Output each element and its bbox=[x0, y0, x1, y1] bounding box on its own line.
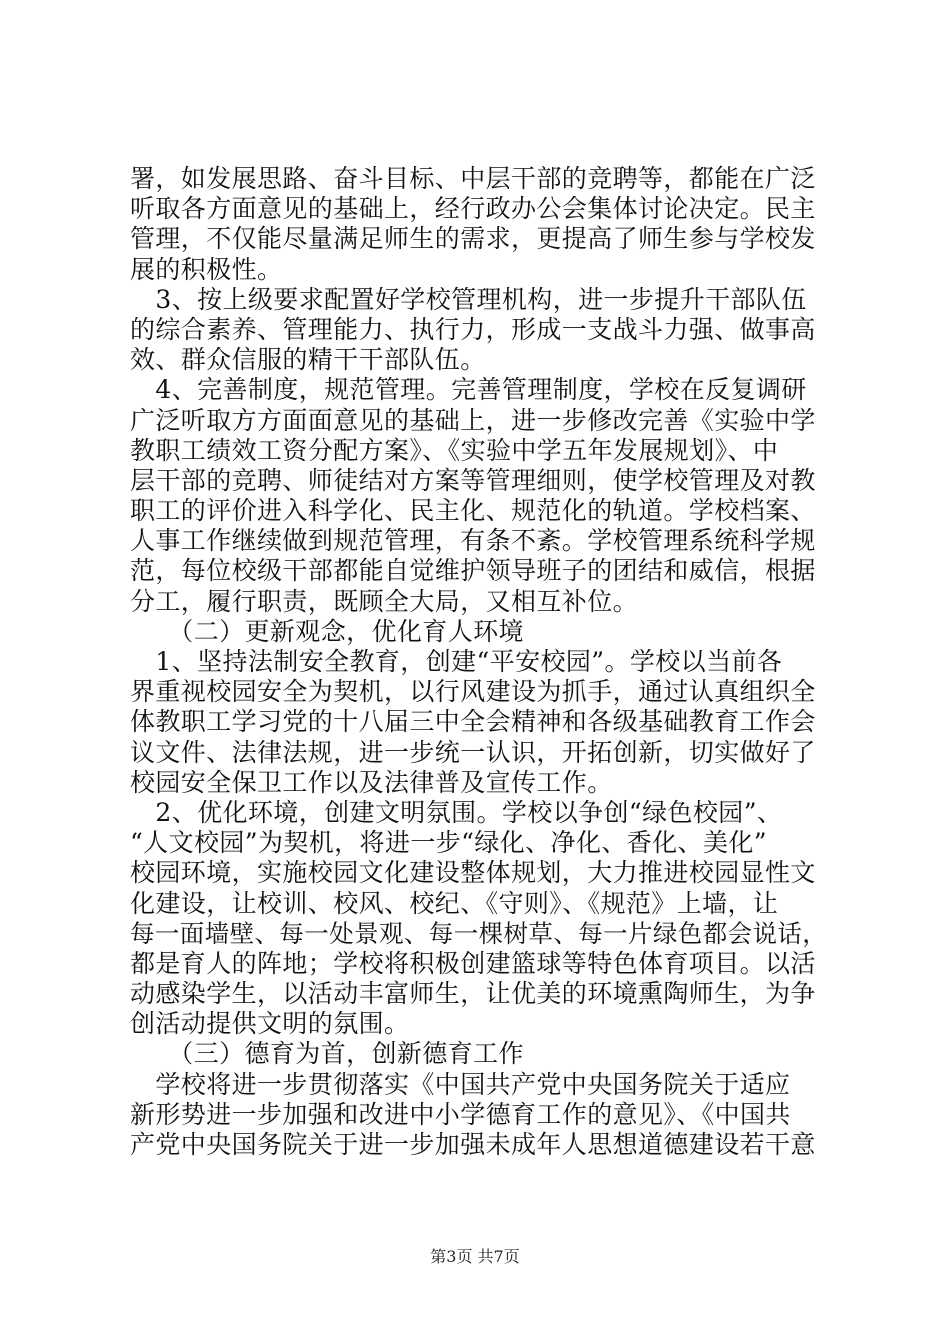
text-line: 1、坚持法制安全教育，创建“平安校园”。学校以当前各 bbox=[130, 647, 783, 676]
text-line: 动感染学生，以活动丰富师生，让优美的环境熏陶师生，为争 bbox=[130, 979, 816, 1009]
text-line: 范，每位校级干部都能自觉维护领导班子的团结和威信，根据 bbox=[130, 556, 816, 586]
text-line: “人文校园”为契机，将进一步“绿化、净化、香化、美化” bbox=[130, 828, 767, 858]
text-line: 创活动提供文明的氛围。 bbox=[130, 1009, 410, 1039]
text-line: 每一面墙壁、每一处景观、每一棵树草、每一片绿色都会说话， bbox=[130, 918, 828, 948]
text-line: 2、优化环境，创建文明氛围。学校以争创“绿色校园”、 bbox=[130, 797, 783, 827]
text-line: （二）更新观念，优化育人环境 bbox=[130, 616, 524, 646]
text-line: 层干部的竞聘、师徒结对方案等管理细则，使学校管理及对教 bbox=[130, 465, 816, 495]
text-line: 署，如发展思路、奋斗目标、中层干部的竞聘等，都能在广泛 bbox=[130, 164, 816, 193]
text-line: 分工，履行职责，既顾全大局，又相互补位。 bbox=[130, 586, 639, 616]
text-line: 界重视校园安全为契机，以行风建设为抓手，通过认真组织全 bbox=[130, 677, 816, 707]
text-line: 3、按上级要求配置好学校管理机构，进一步提升干部队伍 bbox=[130, 284, 807, 314]
text-line: 的综合素养、管理能力、执行力，形成一支战斗力强、做事高 bbox=[130, 314, 816, 344]
text-line: 听取各方面意见的基础上，经行政办公会集体讨论决定。民主 bbox=[130, 194, 816, 224]
text-line: 职工的评价进入科学化、民主化、规范化的轨道。学校档案、 bbox=[130, 496, 816, 526]
text-line: 广泛听取方方面面意见的基础上，进一步修改完善《实验中学 bbox=[130, 405, 816, 435]
text-line: 人事工作继续做到规范管理，有条不紊。学校管理系统科学规 bbox=[130, 526, 816, 556]
text-line: 新形势进一步加强和改进中小学德育工作的意见》、《中国共 bbox=[130, 1099, 791, 1129]
text-line: 校园安全保卫工作以及法律普及宣传工作。 bbox=[130, 767, 613, 797]
text-line: 教职工绩效工资分配方案》、《实验中学五年发展规划》、中 bbox=[130, 435, 779, 465]
text-line: 体教职工学习党的十八届三中全会精神和各级基础教育工作会 bbox=[130, 707, 816, 737]
text-line: （三）德育为首，创新德育工作 bbox=[130, 1039, 524, 1069]
text-line: 4、完善制度，规范管理。完善管理制度，学校在反复调研 bbox=[130, 375, 807, 405]
document-body bbox=[130, 164, 830, 1160]
text-line: 都是育人的阵地；学校将积极创建篮球等特色体育项目。以活 bbox=[130, 948, 816, 978]
text-line: 校园环境，实施校园文化建设整体规划，大力推进校园显性文 bbox=[130, 858, 816, 888]
text-line: 化建设，让校训、校风、校纪、《守则》、《规范》上墙，让 bbox=[130, 888, 779, 918]
text-line: 产党中央国务院关于进一步加强未成年人思想道德建设若干意 bbox=[130, 1130, 816, 1159]
text-line: 议文件、法律法规，进一步统一认识，开拓创新，切实做好了 bbox=[130, 737, 816, 767]
text-line: 展的积极性。 bbox=[130, 254, 283, 284]
text-line: 管理，不仅能尽量满足师生的需求，更提高了师生参与学校发 bbox=[130, 224, 816, 254]
page-footer: 第3页 共7页 bbox=[430, 1247, 520, 1266]
text-line: 学校将进一步贯彻落实《中国共产党中央国务院关于适应 bbox=[130, 1069, 791, 1099]
text-line: 效、群众信服的精干干部队伍。 bbox=[130, 345, 486, 375]
